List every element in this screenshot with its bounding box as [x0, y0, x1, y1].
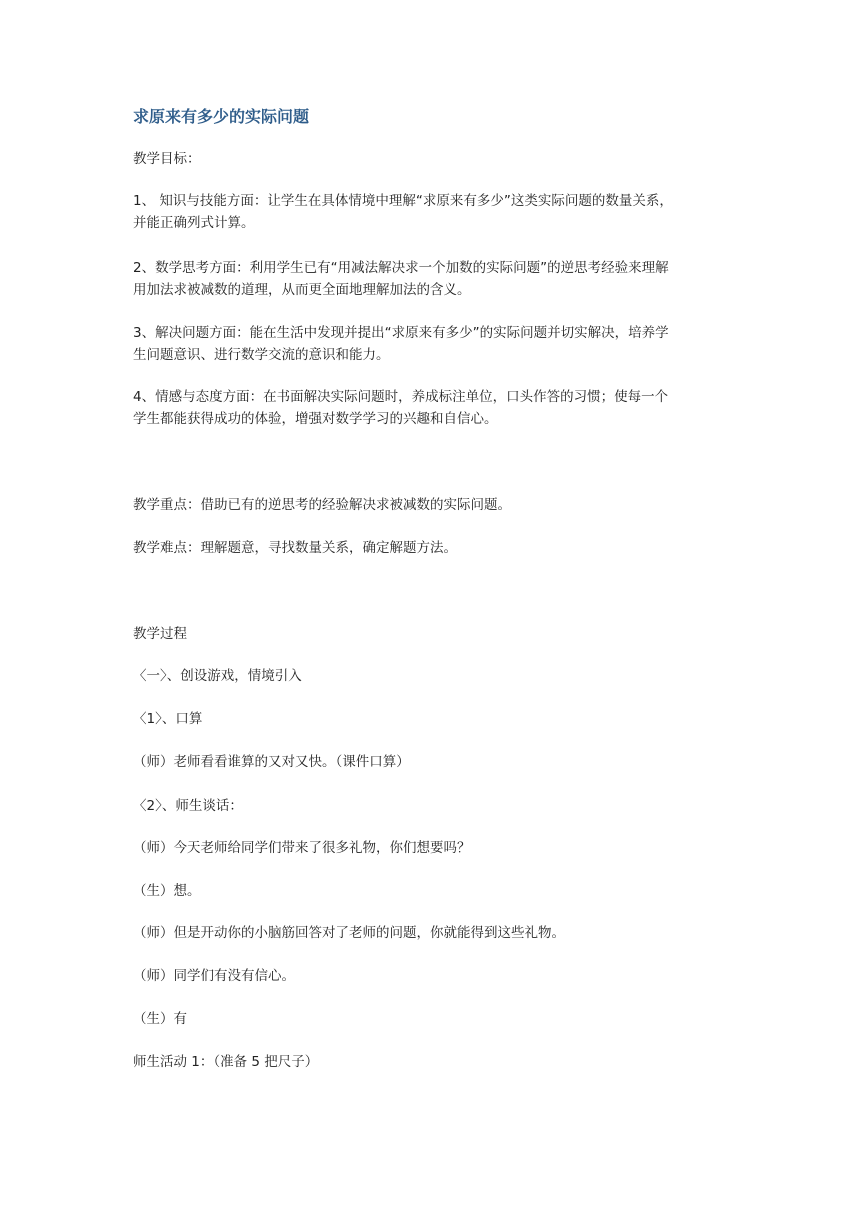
process-line: 〈2〉、师生谈话：: [133, 798, 243, 814]
process-line: （师）但是开动你的小脑筋回答对了老师的问题，你就能得到这些礼物。: [133, 925, 565, 941]
process-line: 〈一〉、创设游戏，情境引入: [133, 668, 302, 684]
process-line: （生）有: [133, 1011, 187, 1027]
process-heading: 教学过程: [133, 626, 187, 642]
key-point: 教学重点：借助已有的逆思考的经验解决求被减数的实际问题。: [133, 497, 511, 513]
objective-line: 4、情感与态度方面：在书面解决实际问题时，养成标注单位，口头作答的习惯；使每一个: [133, 389, 669, 405]
objective-item: [133, 257, 733, 301]
difficulty: 教学难点：理解题意，寻找数量关系，确定解题方法。: [133, 540, 457, 556]
objectives-heading: 教学目标：: [133, 151, 201, 167]
process-line: 〈1〉、口算: [133, 711, 203, 727]
objective-line: 2、数学思考方面：利用学生已有“用减法解决求一个加数的实际问题”的逆思考经验来理解: [133, 260, 669, 276]
objective-line: 并能正确列式计算。: [133, 215, 255, 231]
objective-line: 用加法求被减数的道理，从而更全面地理解加法的含义。: [133, 282, 471, 298]
process-line: 师生活动 1：（准备 5 把尺子）: [133, 1054, 319, 1070]
objective-line: 生问题意识、进行数学交流的意识和能力。: [133, 347, 390, 363]
objective-item: [133, 190, 733, 234]
process-line: （师）老师看看谁算的又对又快。（课件口算）: [133, 754, 410, 770]
process-line: （师）同学们有没有信心。: [133, 968, 295, 984]
process-line: （师）今天老师给同学们带来了很多礼物，你们想要吗？: [133, 840, 471, 856]
objective-line: 1、 知识与技能方面：让学生在具体情境中理解“求原来有多少”这类实际问题的数量关系，: [133, 193, 673, 209]
objective-item: [133, 322, 733, 366]
objective-line: 学生都能获得成功的体验，增强对数学学习的兴趣和自信心。: [133, 411, 498, 427]
objective-item: [133, 386, 733, 430]
objective-line: 3、解决问题方面：能在生活中发现并提出“求原来有多少”的实际问题并切实解决，培养学: [133, 325, 669, 341]
process-line: （生）想。: [133, 883, 201, 899]
document-title: 求原来有多少的实际问题: [133, 107, 310, 126]
